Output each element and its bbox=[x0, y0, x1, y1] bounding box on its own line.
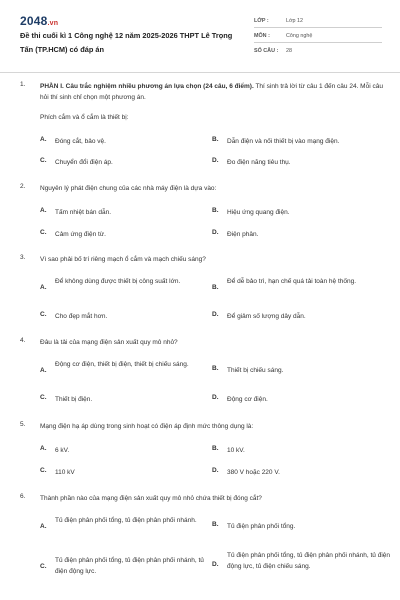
info-value: 28 bbox=[286, 48, 292, 54]
question-text: Thành phần nào của mạng điện sản xuất quy mô nhỏ chứa thiết bị đóng cắt? bbox=[40, 495, 262, 502]
option-letter: A. bbox=[40, 367, 47, 374]
option-text: Chuyển đổi điện áp. bbox=[55, 159, 113, 166]
option-letter: B. bbox=[212, 365, 219, 372]
option-letter: C. bbox=[40, 311, 47, 318]
info-value: Công nghệ bbox=[286, 33, 313, 39]
question-text: Mạng điện hạ áp dùng trong sinh hoạt có điện áp định mức thông dụng là: bbox=[40, 423, 254, 430]
option-text: Thiết bị điện. bbox=[55, 396, 93, 403]
option-letter: A. bbox=[40, 523, 47, 530]
option-text: 380 V hoặc 220 V. bbox=[227, 469, 280, 476]
info-row-class bbox=[254, 14, 382, 28]
page-header bbox=[0, 0, 400, 66]
option-text: Động cơ điện, thiết bị điện, thiết bị chiếu sáng. bbox=[55, 361, 189, 368]
option-letter: D. bbox=[212, 467, 219, 474]
option-text: Tủ điện phân phối tổng, tủ điện phân phối nhánh, tủ điện động lực. bbox=[55, 557, 204, 575]
question-number: 4. bbox=[20, 337, 26, 344]
info-key: MÔN : bbox=[254, 33, 270, 39]
option-letter: B. bbox=[212, 136, 219, 143]
option-text: Đóng cắt, bảo vệ. bbox=[55, 138, 106, 145]
option-letter: C. bbox=[40, 467, 47, 474]
option-letter: D. bbox=[212, 229, 219, 236]
option-text: Tủ điện phân phối tổng. bbox=[227, 523, 296, 530]
option-letter: A. bbox=[40, 207, 47, 214]
header-divider bbox=[0, 72, 400, 73]
option-letter: D. bbox=[212, 311, 219, 318]
option-text: Tấm nhiệt bán dẫn. bbox=[55, 209, 112, 216]
option-letter: D. bbox=[212, 394, 219, 401]
logo-text: 2048 bbox=[20, 14, 48, 28]
info-key: SỐ CÂU : bbox=[254, 48, 279, 54]
question-number: 1. bbox=[20, 81, 26, 88]
option-letter: C. bbox=[40, 394, 47, 401]
section-instruction: Thí sinh trả lời từ câu 1 đến câu 24. Mỗi câu hỏi thí sinh chỉ chọn một phương án. bbox=[40, 83, 383, 101]
question-number: 6. bbox=[20, 493, 26, 500]
option-letter: B. bbox=[212, 521, 219, 528]
option-text: Đo điện năng tiêu thụ. bbox=[227, 159, 291, 166]
section-heading: PHẦN I. Câu trắc nghiệm nhiều phương án lựa chọn (24 câu, 6 điểm). bbox=[40, 83, 254, 90]
option-text: Để không dùng được thiết bị công suất lớn. bbox=[55, 278, 181, 285]
question-text: Vì sao phải bố trí riêng mạch ổ cắm và mạch chiếu sáng? bbox=[40, 256, 206, 263]
question-number: 5. bbox=[20, 421, 26, 428]
question-intro bbox=[40, 81, 385, 103]
document-title: Đề thi cuối kì 1 Công nghệ 12 năm 2025-2026 THPT Lê Trọng Tấn (TP.HCM) có đáp án bbox=[20, 31, 233, 54]
option-text: Cho đẹp mắt hơn. bbox=[55, 313, 108, 320]
info-value: Lớp 12 bbox=[286, 18, 304, 24]
question-number: 2. bbox=[20, 183, 26, 190]
option-letter: A. bbox=[40, 284, 47, 291]
option-letter: C. bbox=[40, 229, 47, 236]
option-text: 110 kV bbox=[55, 469, 75, 476]
option-letter: A. bbox=[40, 445, 47, 452]
option-text: Cảm ứng điện từ. bbox=[55, 231, 106, 238]
option-text: Dẫn điện và nối thiết bị vào mạng điện. bbox=[227, 138, 340, 145]
info-row-subject bbox=[254, 29, 382, 43]
option-text: Tủ điện phân phối tổng, tủ điện phân phối nhánh. bbox=[55, 517, 197, 524]
option-text: Thiết bị chiếu sáng. bbox=[227, 367, 284, 374]
option-text: Điện phân. bbox=[227, 231, 259, 238]
option-text: Tủ điện phân phối tổng, tủ điện phân phối nhánh, tủ điện động lực, tủ điện chiếu sáng. bbox=[227, 552, 390, 570]
option-text: 10 kV. bbox=[227, 447, 245, 454]
info-key: LỚP : bbox=[254, 18, 269, 24]
option-letter: D. bbox=[212, 561, 219, 568]
option-letter: B. bbox=[212, 445, 219, 452]
option-letter: C. bbox=[40, 157, 47, 164]
option-letter: D. bbox=[212, 157, 219, 164]
option-letter: B. bbox=[212, 284, 219, 291]
question-text: Đâu là tải của mạng điện sản xuất quy mô nhỏ? bbox=[40, 339, 178, 346]
option-letter: A. bbox=[40, 136, 47, 143]
option-text: Để giảm số lượng dây dẫn. bbox=[227, 313, 306, 320]
option-text: Hiệu ứng quang điện. bbox=[227, 209, 290, 216]
logo-suffix: .vn bbox=[47, 20, 59, 27]
option-letter: B. bbox=[212, 207, 219, 214]
option-text: Động cơ điện. bbox=[227, 396, 268, 403]
question-text: Nguyên lý phát điện chung của các nhà máy điện là dựa vào: bbox=[40, 185, 217, 192]
info-row-question-count bbox=[254, 44, 382, 58]
question-number: 3. bbox=[20, 254, 26, 261]
site-logo[interactable] bbox=[20, 14, 58, 28]
option-text: Để dễ bảo trì, hạn chế quá tải toàn hệ thống. bbox=[227, 278, 357, 285]
option-letter: C. bbox=[40, 563, 47, 570]
option-text: 6 kV. bbox=[55, 447, 70, 454]
question-text: Phích cắm và ổ cắm là thiết bị: bbox=[40, 114, 129, 121]
